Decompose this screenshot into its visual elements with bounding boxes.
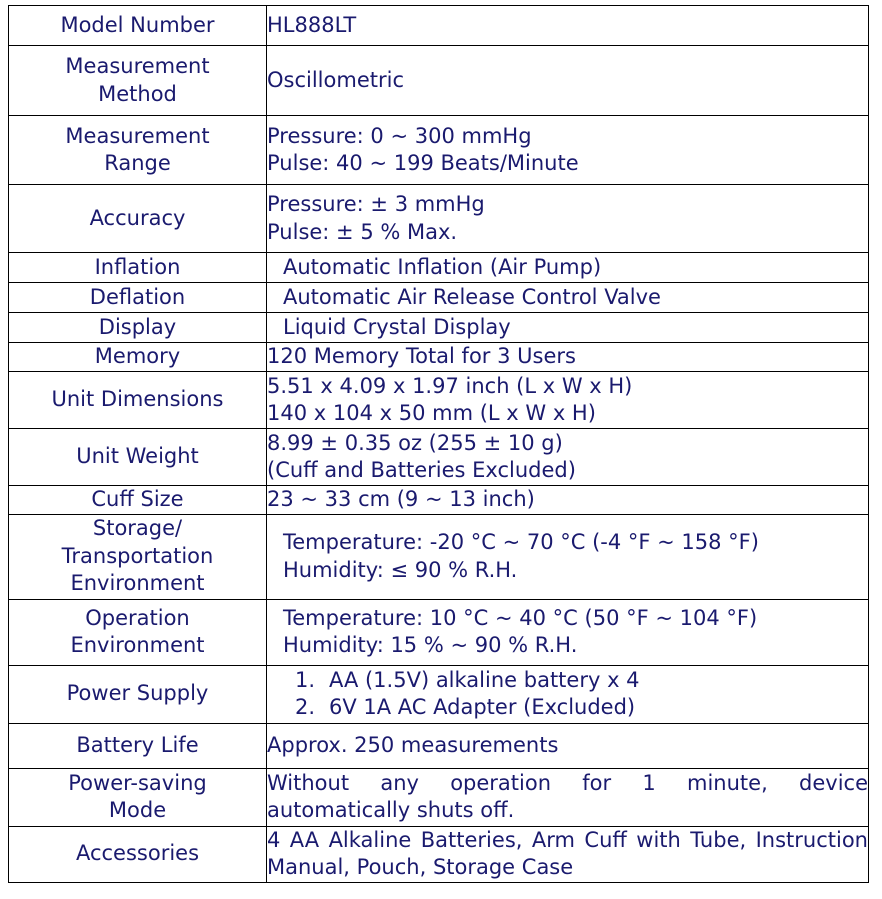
spec-value: Without any operation for 1 minute, device automatically shuts off.	[267, 768, 869, 826]
spec-label: Cuff Size	[9, 486, 267, 515]
spec-value: Pressure: 0 ~ 300 mmHg Pulse: 40 ~ 199 Beats/Minute	[267, 116, 869, 185]
spec-label: Memory	[9, 343, 267, 372]
spec-label: Measurement Method	[9, 46, 267, 116]
spec-label: Deflation	[9, 283, 267, 313]
table-row	[9, 116, 869, 185]
list-item: 2. 6V 1A AC Adapter (Excluded)	[295, 695, 636, 719]
spec-label: Model Number	[9, 6, 267, 46]
spec-value: Automatic Air Release Control Valve	[267, 283, 869, 313]
specifications-table	[8, 5, 869, 883]
spec-value	[267, 665, 869, 723]
spec-value: 23 ~ 33 cm (9 ~ 13 inch)	[267, 486, 869, 515]
spec-label: Storage/ Transportation Environment	[9, 514, 267, 599]
spec-label: Measurement Range	[9, 116, 267, 185]
list-item: 1. AA (1.5V) alkaline battery x 4	[295, 667, 640, 692]
spec-value: 8.99 ± 0.35 oz (255 ± 10 g) (Cuff and Batteries Excluded)	[267, 429, 869, 486]
table-row	[9, 185, 869, 253]
spec-label: Power Supply	[9, 665, 267, 723]
spec-value: Temperature: -20 °C ~ 70 °C (-4 °F ~ 158 °F) Humidity: ≤ 90 % R.H.	[267, 514, 869, 599]
spec-label: Operation Environment	[9, 599, 267, 665]
table-row	[9, 826, 869, 882]
table-row	[9, 253, 869, 283]
spec-label: Accessories	[9, 826, 267, 882]
spec-label: Battery Life	[9, 723, 267, 768]
table-row	[9, 429, 869, 486]
spec-value: Liquid Crystal Display	[267, 313, 869, 343]
table-row	[9, 46, 869, 116]
spec-label: Display	[9, 313, 267, 343]
table-row	[9, 372, 869, 429]
table-row	[9, 313, 869, 343]
spec-value: Pressure: ± 3 mmHg Pulse: ± 5 % Max.	[267, 185, 869, 253]
spec-label: Inflation	[9, 253, 267, 283]
power-supply-list	[267, 667, 868, 722]
table-row	[9, 768, 869, 826]
spec-value: Approx. 250 measurements	[267, 723, 869, 768]
table-row	[9, 343, 869, 372]
spec-value: Automatic Inflation (Air Pump)	[267, 253, 869, 283]
table-row	[9, 283, 869, 313]
spec-value: 5.51 x 4.09 x 1.97 inch (L x W x H) 140 x 104 x 50 mm (L x W x H)	[267, 372, 869, 429]
spec-label: Power-saving Mode	[9, 768, 267, 826]
spec-value: 120 Memory Total for 3 Users	[267, 343, 869, 372]
spec-value: Temperature: 10 °C ~ 40 °C (50 °F ~ 104 °F) Humidity: 15 % ~ 90 % R.H.	[267, 599, 869, 665]
table-row	[9, 486, 869, 515]
spec-value: HL888LT	[267, 6, 869, 46]
spec-label: Unit Weight	[9, 429, 267, 486]
table-row	[9, 6, 869, 46]
table-row	[9, 514, 869, 599]
table-row	[9, 599, 869, 665]
spec-value: 4 AA Alkaline Batteries, Arm Cuff with Tube, Instruction Manual, Pouch, Storage Case	[267, 826, 869, 882]
table-row	[9, 665, 869, 723]
table-row	[9, 723, 869, 768]
spec-label: Accuracy	[9, 185, 267, 253]
spec-label: Unit Dimensions	[9, 372, 267, 429]
spec-value: Oscillometric	[267, 46, 869, 116]
